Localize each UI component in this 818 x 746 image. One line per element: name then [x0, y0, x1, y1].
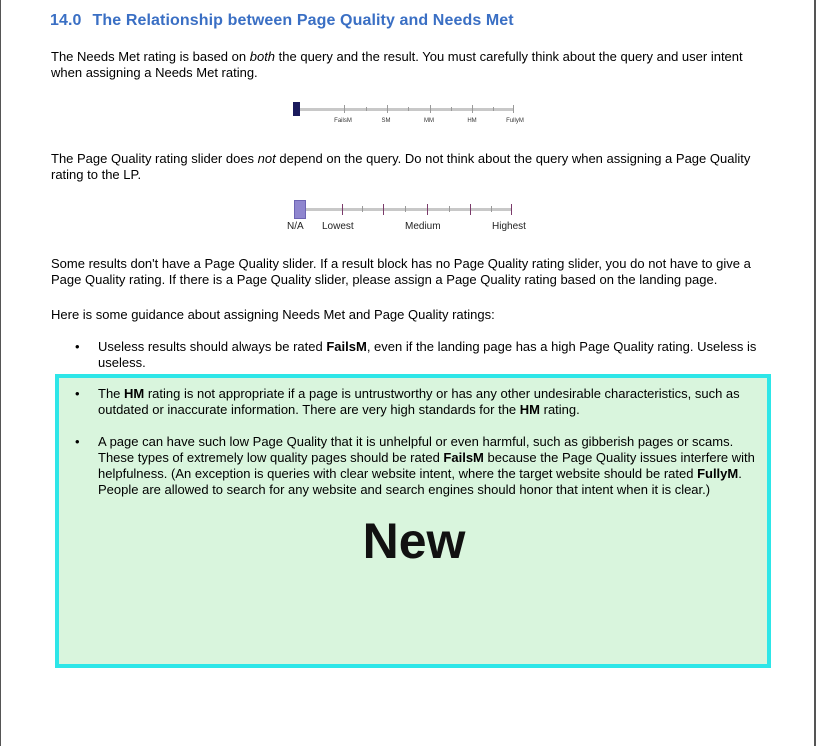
paragraph-guidance-intro: Here is some guidance about assigning Needs Met and Page Quality ratings:	[51, 307, 495, 322]
text-run: the query and the result. You must carefully think about the query and user intent when assigning a Needs Met rating.	[51, 49, 743, 80]
slider-label-fullym: FullyM	[506, 118, 524, 124]
emphasis-text: both	[249, 49, 276, 64]
slider-label-mm: MM	[424, 118, 434, 124]
slider-label-failsm: FailsM	[334, 118, 352, 124]
slider-tick	[491, 206, 492, 212]
slider-tick	[493, 107, 494, 111]
paragraph-no-slider: Some results don't have a Page Quality slider. If a result block has no Page Quality rating slider, you do not have to give a Page Quality rating. If there is a Page Quality slider, please assign a Page Quality rating based on the landing page.	[51, 256, 751, 287]
slider-label-sm: SM	[381, 118, 391, 124]
slider-tick	[427, 204, 428, 215]
new-annotation-label: New	[362, 513, 466, 569]
section-title: The Relationship between Page Quality and Needs Met	[92, 12, 514, 29]
paragraph-needs-met	[51, 49, 771, 81]
slider-tick	[430, 105, 431, 113]
text-run: rating.	[540, 402, 580, 417]
slider-tick	[405, 206, 406, 212]
slider-tick	[366, 107, 367, 111]
slider-tick	[342, 204, 343, 215]
slider-label-highest: Highest	[492, 221, 526, 232]
bold-text: FullyM	[697, 466, 739, 481]
slider-label-hm: HM	[467, 118, 477, 124]
slider-label-na: N/A	[287, 221, 304, 232]
slider-handle[interactable]	[294, 200, 306, 219]
text-run: The Page Quality rating slider does	[51, 151, 258, 166]
needs-met-slider[interactable]	[293, 100, 533, 130]
text-run: . People are allowed to search for any website and search engines should honor that intent when it is clear.)	[98, 466, 742, 497]
slider-tick	[387, 105, 388, 113]
list-item	[98, 386, 768, 418]
bold-text: HM	[124, 386, 145, 401]
list-item	[98, 339, 768, 371]
slider-tick	[472, 105, 473, 113]
emphasis-text: not	[257, 151, 276, 166]
slider-tick	[408, 107, 409, 111]
slider-label-medium: Medium	[405, 221, 441, 232]
slider-track	[299, 108, 513, 111]
text-run: The Needs Met rating is based on	[51, 49, 250, 64]
slider-tick	[511, 204, 512, 215]
slider-handle[interactable]	[293, 102, 300, 116]
text-run: Useless results should always be rated	[98, 339, 327, 354]
section-heading	[50, 12, 514, 30]
page-quality-slider[interactable]	[287, 198, 547, 238]
text-run: rating is not appropriate if a page is untrustworthy or has any other undesirable characteristics, such as outdated or inaccurate information. There are very high standards for the	[98, 386, 740, 417]
text-run: depend on the query. Do not think about the query when assigning a Page Quality rating to the LP.	[51, 151, 751, 182]
text-run: A page can have such low Page Quality that it is unhelpful or even harmful, such as gibberish pages or scams. These types of extremely low quality pages should be rated	[98, 434, 734, 465]
slider-tick	[451, 107, 452, 111]
bold-text: FailsM	[326, 339, 367, 354]
list-item	[98, 434, 768, 498]
bold-text: HM	[519, 402, 540, 417]
section-number: 14.0	[50, 12, 82, 29]
text-run: because the Page Quality issues interfere with helpfulness. (An exception is queries with clear website intent, where the target website should be rated	[98, 450, 755, 481]
text-run: , even if the landing page has a high Page Quality rating. Useless is useless.	[98, 339, 757, 370]
slider-tick	[344, 105, 345, 113]
slider-tick	[470, 204, 471, 215]
slider-tick	[383, 204, 384, 215]
slider-tick	[449, 206, 450, 212]
slider-label-lowest: Lowest	[322, 221, 354, 232]
slider-tick	[362, 206, 363, 212]
paragraph-page-quality	[51, 151, 771, 183]
text-run: The	[98, 386, 125, 401]
bold-text: FailsM	[443, 450, 484, 465]
slider-tick	[513, 105, 514, 113]
